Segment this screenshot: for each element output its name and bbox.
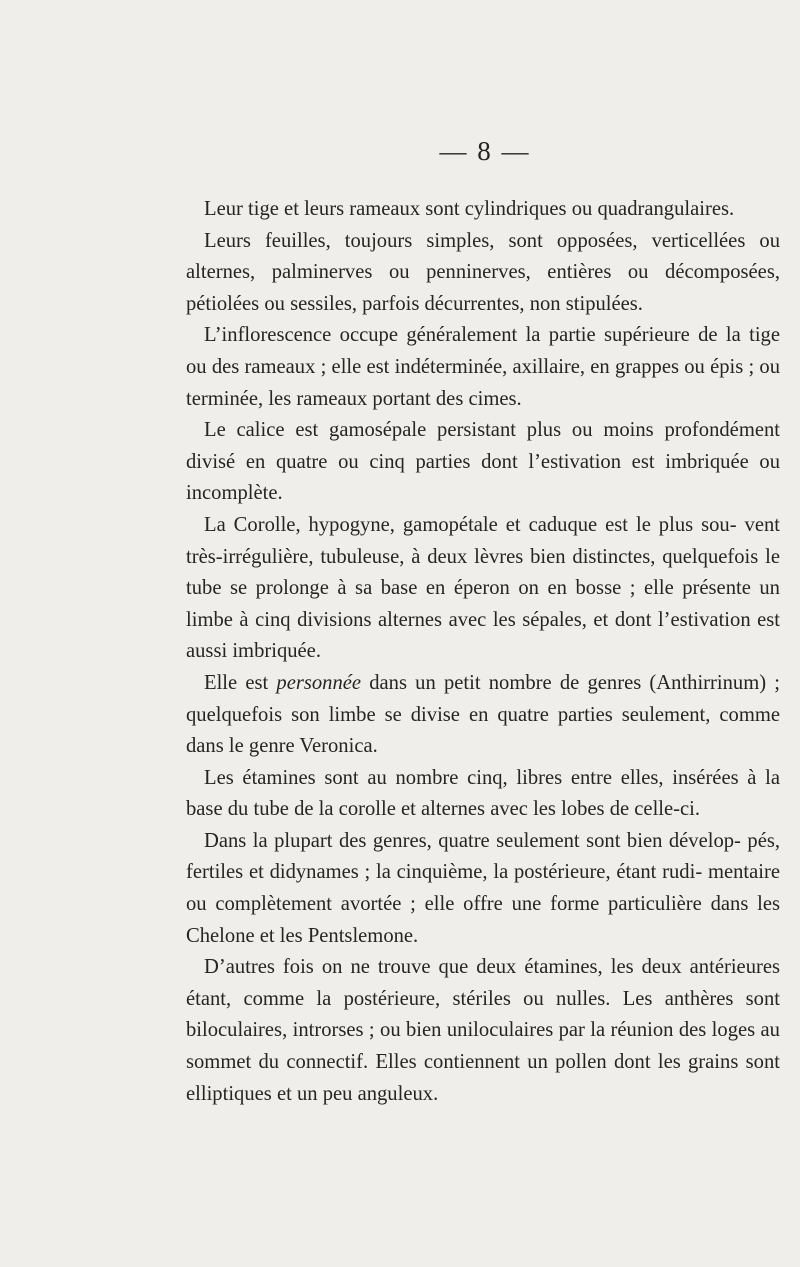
paragraph-corolla [186, 510, 780, 668]
italic-term: personnée [276, 671, 362, 694]
paragraph-stamens [186, 763, 780, 826]
text-line: base du tube de la corolle et alternes avec les lobes de celle-ci. [186, 798, 701, 821]
text-line: présente un limbe à cinq divisions alternes avec les sépales, et [186, 577, 780, 631]
text-line: alternes, palminerves ou penninerves, entières ou décomposées, [186, 261, 780, 284]
text-line: pétiolées ou sessiles, parfois décurrentes, non stipulées. [186, 292, 643, 315]
text-line: ou des rameaux ; elle est indéterminée, axillaire, en grappes ou [186, 355, 705, 378]
text-line: dont l’estivation est aussi imbriquée. [186, 608, 781, 663]
text-line: dans les Chelone et les Pentslemone. [186, 893, 780, 947]
text-segment: Elle est [204, 671, 277, 694]
text-line: quelquefois son limbe se divise en quatre parties seulement, comme [186, 703, 780, 726]
text-line: D’autres fois on ne trouve que deux étamines, les deux antérieures [204, 956, 780, 979]
text-line: mentaire ou complètement avortée ; elle offre une forme particulière [186, 861, 780, 916]
paragraph-leaves [186, 226, 780, 321]
text-line: Les étamines sont au nombre cinq, libres entre elles, insérées à la [204, 766, 780, 789]
text-line: épis ; ou terminée, les rameaux portant des cimes. [186, 355, 780, 410]
text-line: Dans la plupart des genres, quatre seulement sont bien dévelop- [204, 829, 741, 852]
paragraph-calyx [186, 415, 780, 510]
text-line: Leur tige et leurs rameaux sont cylindriques ou quadrangulaires. [204, 198, 735, 220]
text-line: au sommet du connectif. Elles contiennent un pollen dont les grains [186, 1019, 780, 1074]
paragraph-inflorescence [186, 320, 780, 415]
text-line: L’inflorescence occupe généralement la partie supérieure de la tige [204, 324, 780, 347]
text-line: quelquefois le tube se prolonge à sa base en éperon on en bosse ; elle [186, 545, 780, 600]
paragraph-personnee [186, 668, 780, 763]
text-line: La Corolle, hypogyne, gamopétale et caduque est le plus sou- [204, 513, 737, 536]
text-line: étant, comme la postérieure, stériles ou nulles. Les anthères sont [186, 987, 780, 1010]
text-line: Le calice est gamosépale persistant plus ou moins profondément [204, 419, 780, 442]
text-line: Leurs feuilles, toujours simples, sont opposées, verticellées ou [204, 229, 780, 252]
text-line: vent très-irrégulière, tubuleuse, à deux lèvres bien distinctes, [186, 513, 780, 568]
paragraph-didynamous [186, 826, 780, 952]
text-segment: dans un petit nombre de genres (Anthirrinum) ; [361, 671, 780, 694]
text-line: dans le genre Veronica. [186, 735, 378, 758]
body-text [186, 194, 780, 1110]
paragraph-anthers [186, 952, 780, 1110]
text-line: incomplète. [186, 482, 283, 505]
page-number: — 8 — [439, 136, 531, 166]
text-line: pés, fertiles et didynames ; la cinquième, la postérieure, étant rudi- [186, 829, 780, 884]
text-line: divisé en quatre ou cinq parties dont l’estivation est imbriquée ou [186, 450, 780, 473]
text-line: biloculaires, introrses ; ou bien uniloculaires par la réunion des loges [186, 1019, 756, 1042]
paragraph-stem [186, 194, 780, 226]
text-line: sont elliptiques et un peu anguleux. [186, 1051, 780, 1105]
